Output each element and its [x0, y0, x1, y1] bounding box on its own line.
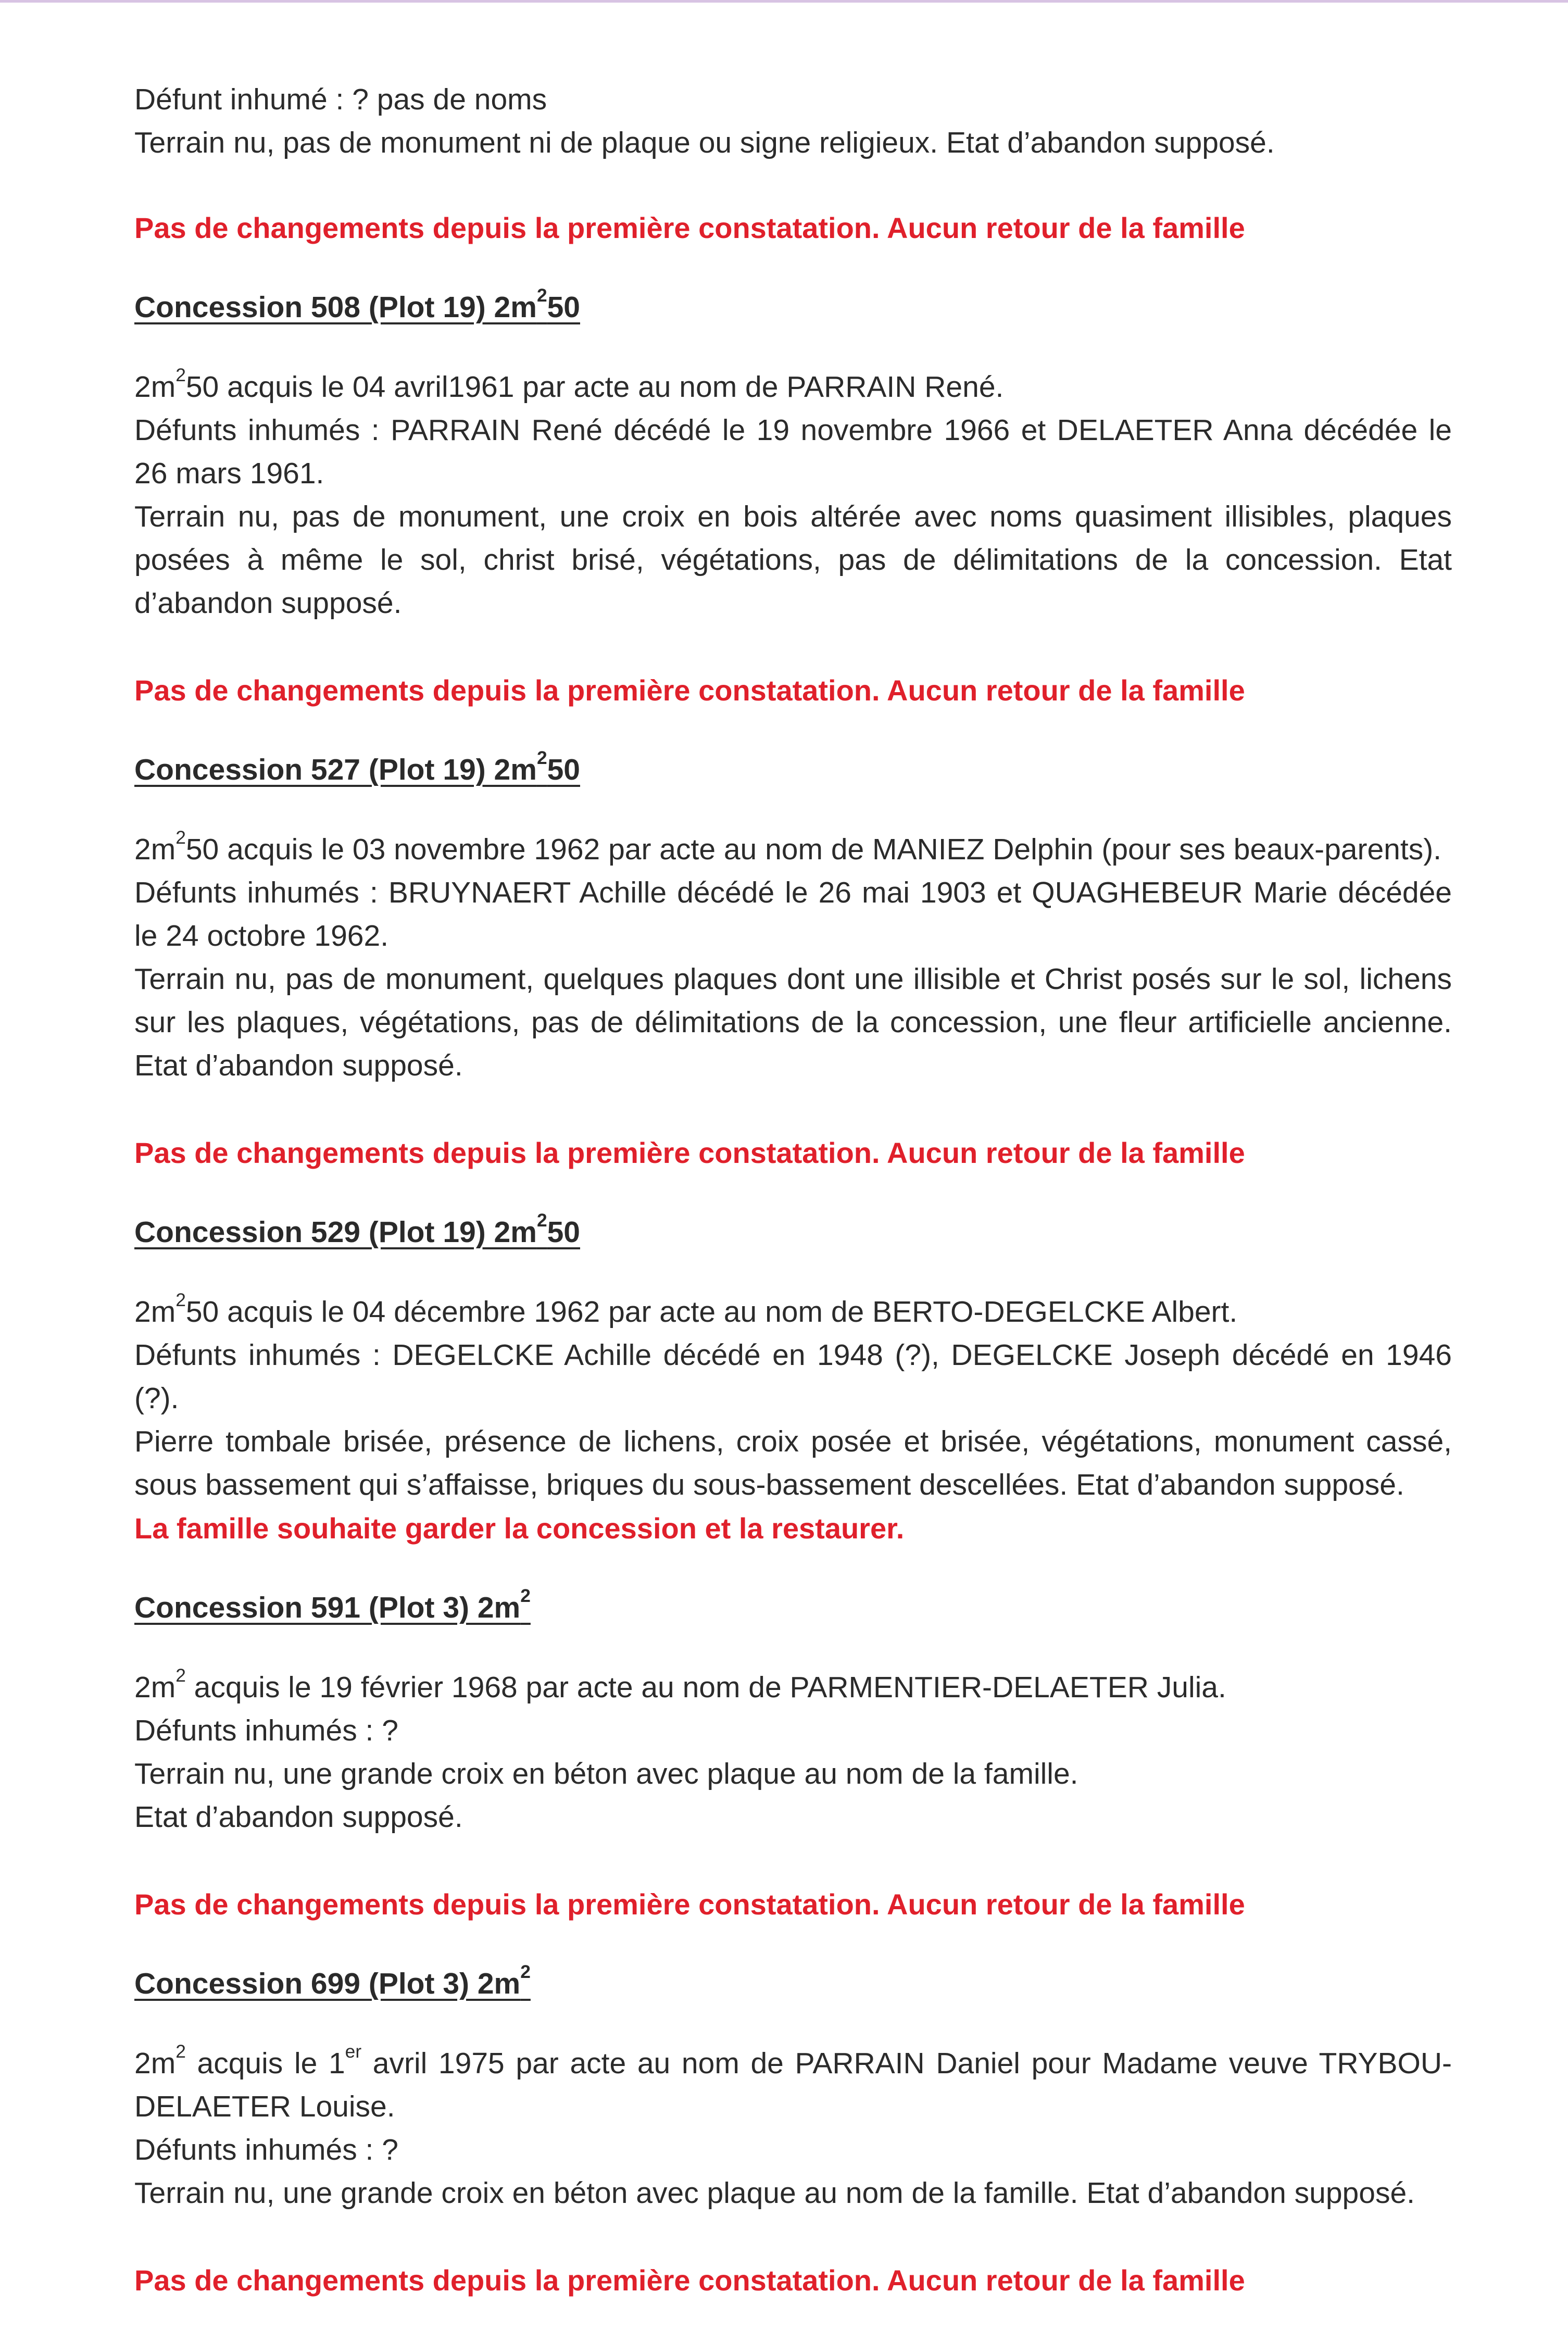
concession-status: Pas de changements depuis la première constatation. Aucun retour de la famille: [134, 2264, 1245, 2297]
concession-acquisition: $2m^250$ acquis le 04 avril1961 par acte au nom de PARRAIN René.: [134, 365, 1004, 404]
concession-defunts: Défunts inhumés : ?: [134, 1714, 398, 1747]
concession-699: [134, 1962, 1452, 2302]
intro-status: Pas de changements depuis la première constatation. Aucun retour de la famille: [134, 211, 1245, 244]
concession-acquisition: $2m^250$ acquis le 04 décembre 1962 par acte au nom de BERTO-DEGELCKE Albert.: [134, 1289, 1238, 1329]
concession-terrain: Terrain nu, pas de monument, quelques plaques dont une illisible et Christ posés sur le sol, lichens sur les plaques, végétations, pas de délimitations de la concession, une fleur artificielle ancienne. Etat d’abandon supposé.: [134, 962, 1452, 1082]
concession-status: Pas de changements depuis la première constatation. Aucun retour de la famille: [134, 674, 1245, 707]
page-top-rule: [0, 0, 1568, 3]
concession-defunts: Défunts inhumés : ?: [134, 2133, 398, 2166]
concession-acquisition: $2m^2$ acquis le 1er avril 1975 par acte au nom de PARRAIN Daniel pour Madame veuve TRYBOU-DELAETER Louise.: [134, 2041, 1452, 2123]
intro-terrain: Terrain nu, pas de monument ni de plaque ou signe religieux. Etat d’abandon supposé.: [134, 126, 1275, 159]
concession-status: La famille souhaite garder la concession et la restaurer.: [134, 1512, 905, 1545]
concession-heading: Concession 591 (Plot 3) $2m^2$: [134, 1585, 531, 1624]
concession-acquisition: $2m^2$ acquis le 19 février 1968 par acte au nom de PARMENTIER-DELAETER Julia.: [134, 1665, 1226, 1704]
concession-terrain: Terrain nu, pas de monument, une croix en bois altérée avec noms quasiment illisibles, plaques posées à même le sol, christ brisé, végétations, pas de délimitations de la concession. Etat d’abandon supposé.: [134, 500, 1452, 620]
concession-status: Pas de changements depuis la première constatation. Aucun retour de la famille: [134, 1136, 1245, 1169]
concession-529: [134, 1211, 1452, 1550]
concession-heading: Concession 699 (Plot 3) $2m^2$: [134, 1961, 531, 2000]
concession-heading: Concession 527 (Plot 19) $2m^250$: [134, 747, 580, 786]
concession-591: [134, 1586, 1452, 1926]
intro-defunts: Défunt inhumé : ? pas de noms: [134, 83, 547, 116]
concession-acquisition: $2m^250$ acquis le 03 novembre 1962 par acte au nom de MANIEZ Delphin (pour ses beaux-parents).: [134, 827, 1442, 866]
concession-terrain-etat: Etat d’abandon supposé.: [134, 1800, 463, 1834]
concession-terrain: Pierre tombale brisée, présence de lichens, croix posée et brisée, végétations, monument cassé, sous bassement qui s’affaisse, briques du sous-bassement descellées. Etat d’abandon supposé.: [134, 1425, 1452, 1501]
concession-defunts: Défunts inhumés : PARRAIN René décédé le 19 novembre 1966 et DELAETER Anna décédée le 26 mars 1961.: [134, 414, 1452, 490]
concession-527: [134, 748, 1452, 1174]
concession-heading: Concession 508 (Plot 19) $2m^250$: [134, 285, 580, 324]
concession-heading: Concession 529 (Plot 19) $2m^250$: [134, 1210, 580, 1249]
concession-terrain: Terrain nu, une grande croix en béton avec plaque au nom de la famille. Etat d’abandon supposé.: [134, 2176, 1415, 2210]
concession-defunts: Défunts inhumés : BRUYNAERT Achille décédé le 26 mai 1903 et QUAGHEBEUR Marie décédée le 24 octobre 1962.: [134, 876, 1452, 953]
concession-defunts: Défunts inhumés : DEGELCKE Achille décédé en 1948 (?), DEGELCKE Joseph décédé en 1946 (?).: [134, 1338, 1452, 1415]
concession-terrain: Terrain nu, une grande croix en béton avec plaque au nom de la famille.: [134, 1757, 1078, 1790]
intro-block: [134, 78, 1452, 249]
document-page: [134, 78, 1452, 2302]
concession-508: [134, 286, 1452, 712]
concession-status: Pas de changements depuis la première constatation. Aucun retour de la famille: [134, 1888, 1245, 1921]
